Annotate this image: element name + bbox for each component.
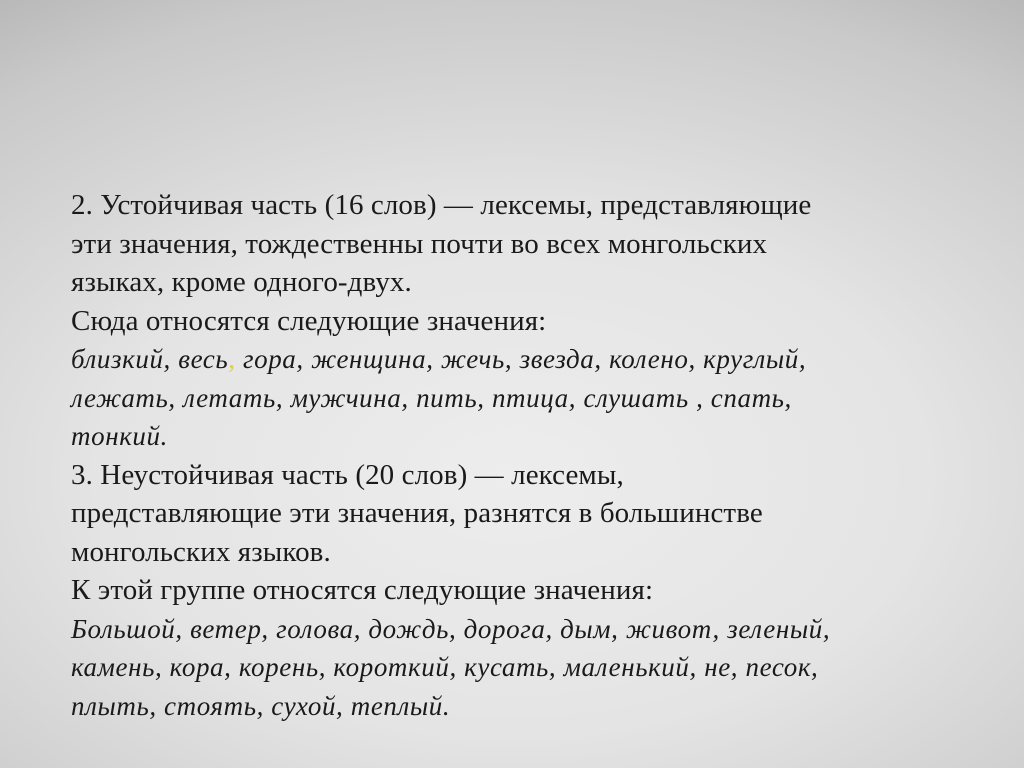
stable-part-line-3: языках, кроме одного-двух. [71,266,412,298]
unstable-word-list-line-1: Большой, ветер, голова, дождь, дорога, дым, живот, зеленый, [71,613,831,644]
stable-part-line-2: эти значения, тождественны почти во всех монгольских [71,227,768,260]
unstable-word-list-line-2: камень, кора, корень, короткий, кусать, маленький, не, песок, [71,652,819,682]
stable-word-list-segment-2: гора, женщина, жечь, звезда, колено, круглый, [235,344,807,374]
stable-word-list-line-2: лежать, летать, мужчина, пить, птица, слушать , спать, [71,382,792,413]
stable-word-list-line-3: тонкий. [71,421,168,451]
stable-values-intro: Сюда относятся следующие значения: [71,304,547,337]
slide-body-text [71,186,951,725]
unstable-part-line-3: монгольских языков. [71,535,331,568]
unstable-part-line-1: 3. Неустойчивая часть (20 слов) — лексемы, [71,458,624,491]
stable-word-list-segment-1: близкий, весь [71,344,229,374]
unstable-word-list-line-3: плыть, стоять, сухой, теплый. [71,690,451,721]
stable-word-list-line-1 [71,340,951,379]
highlighted-comma: , [228,344,236,374]
unstable-part-line-2: представляющие эти значения, разнятся в большинстве [71,497,763,529]
unstable-values-intro: К этой группе относятся следующие значения: [71,574,654,606]
stable-part-line-1: 2. Устойчивая часть (16 слов) — лексемы, представляющие [71,189,812,221]
